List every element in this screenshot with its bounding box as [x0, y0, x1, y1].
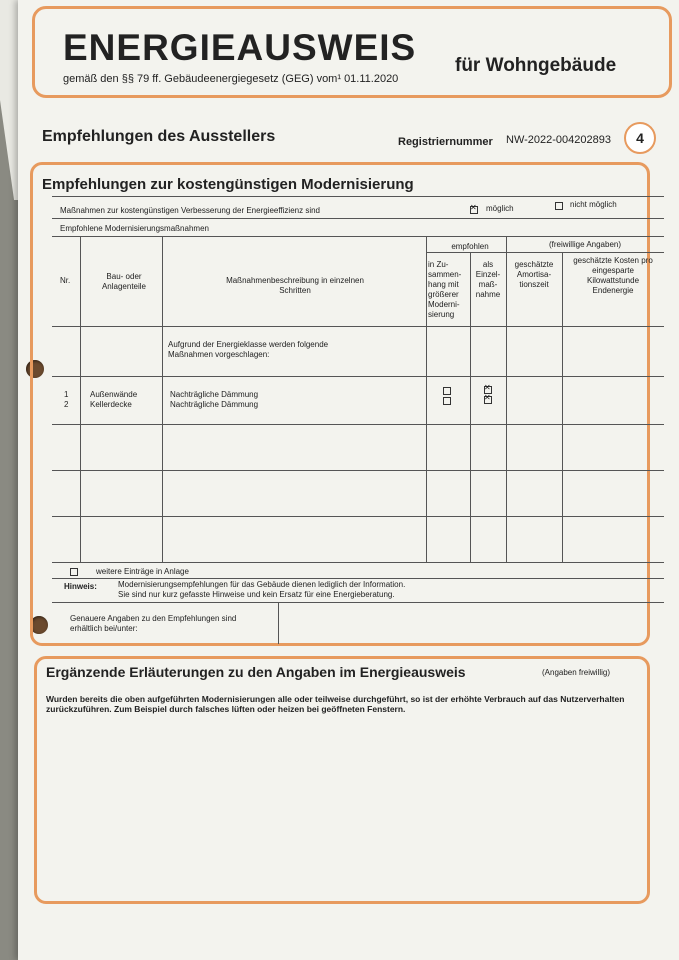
col-nr-header: Nr.	[60, 276, 71, 285]
explanations-optional-note: (Angaben freiwillig)	[542, 668, 611, 677]
measures-line: Maßnahmen zur kostengünstigen Verbesserung der Energieeffizienz sind	[60, 206, 321, 215]
further-entries-label: weitere Einträge in Anlage	[96, 567, 189, 576]
col-component-header: Bau- oder Anlagenteile	[101, 272, 147, 291]
registration-number: NW-2022-004202893	[506, 134, 611, 146]
header-box	[32, 6, 672, 98]
row-1-description: Nachträgliche Dämmung	[170, 390, 259, 399]
col-single-header: als Einzel- maß- nahme	[475, 260, 501, 299]
checkbox-not-possible[interactable]	[555, 202, 563, 210]
table-row-line	[52, 376, 664, 377]
table-subheader-line	[426, 252, 664, 253]
option-not-possible-label: nicht möglich	[570, 200, 617, 209]
note-label: Hinweis:	[64, 582, 97, 591]
details-text: Genauere Angaben zu den Empfehlungen sind erhältlich bei/unter:	[70, 614, 237, 633]
group-recommended-header: empfohlen	[451, 242, 489, 251]
recommended-measures-label: Empfohlene Modernisierungsmaßnahmen	[60, 224, 209, 233]
col-with-major-header: in Zu- sammen- hang mit größerer Moderni- sierung	[428, 260, 462, 319]
recommendations-title: Empfehlungen zur kostengünstigen Modernisierung	[42, 176, 414, 193]
table-bottom-line	[52, 562, 664, 563]
law-reference: gemäß den §§ 79 ff. Gebäudeenergiegesetz (GEG) vom¹ 01.11.2020	[63, 73, 399, 85]
table-col-line	[80, 236, 81, 562]
option-possible-label: möglich	[486, 204, 514, 213]
divider	[52, 218, 664, 219]
row-1-with-major-checkbox[interactable]	[443, 387, 451, 395]
table-top-line	[52, 236, 664, 237]
table-header-bottom	[52, 326, 664, 327]
row-2-single-checkbox[interactable]	[484, 396, 492, 404]
table-col-line	[426, 236, 427, 562]
table-col-line	[470, 252, 471, 562]
col-costs-header: geschätzte Kosten pro eingesparte Kilowattstunde Endenergie	[573, 256, 653, 295]
row-1-component: Außenwände	[90, 390, 138, 399]
further-entries-checkbox[interactable]	[70, 568, 78, 576]
divider	[52, 196, 664, 197]
table-row-line	[52, 424, 664, 425]
row-2-description: Nachträgliche Dämmung	[170, 400, 259, 409]
divider	[278, 602, 279, 644]
document-title: ENERGIEAUSWEIS	[63, 27, 417, 68]
note-text-1: Modernisierungsempfehlungen für das Gebäude dienen lediglich der Information.	[118, 580, 406, 589]
table-row-line	[52, 470, 664, 471]
document-subtitle: für Wohngebäude	[455, 55, 617, 76]
page-number-badge: 4	[624, 122, 656, 154]
table-col-line	[162, 236, 163, 562]
row-2-nr: 2	[64, 400, 69, 409]
row-2-component: Kellerdecke	[90, 400, 132, 409]
group-optional-header: (freiwillige Angaben)	[548, 240, 622, 249]
row-2-with-major-checkbox[interactable]	[443, 397, 451, 405]
col-description-header: Maßnahmenbeschreibung in einzelnen Schritten	[226, 276, 364, 295]
table-intro-text: Aufgrund der Energieklasse werden folgende Maßnahmen vorgeschlagen:	[168, 340, 329, 359]
table-col-line	[506, 236, 507, 562]
explanations-text: Wurden bereits die oben aufgeführten Modernisierungen alle oder teilweise durchgeführt, so ist der erhöhte Verbrauch auf das Nutzerverhalten zurückzuführen. Zum Beispiel durch falsches lüften oder heizen bei geöffneten Fenstern.	[46, 694, 625, 714]
table-row-line	[52, 516, 664, 517]
registration-label: Registriernummer	[398, 136, 493, 148]
divider	[52, 578, 664, 579]
row-1-nr: 1	[64, 390, 69, 399]
col-amortization-header: geschätzte Amortisa- tionszeit	[514, 260, 554, 289]
checkbox-possible[interactable]	[470, 206, 478, 214]
table-col-line	[562, 252, 563, 562]
divider	[52, 602, 664, 603]
explanations-title: Ergänzende Erläuterungen zu den Angaben im Energieausweis	[46, 664, 466, 680]
note-text-2: Sie sind nur kurz gefasste Hinweise und kein Ersatz für eine Energieberatung.	[118, 590, 395, 599]
section-title: Empfehlungen des Ausstellers	[42, 128, 276, 145]
